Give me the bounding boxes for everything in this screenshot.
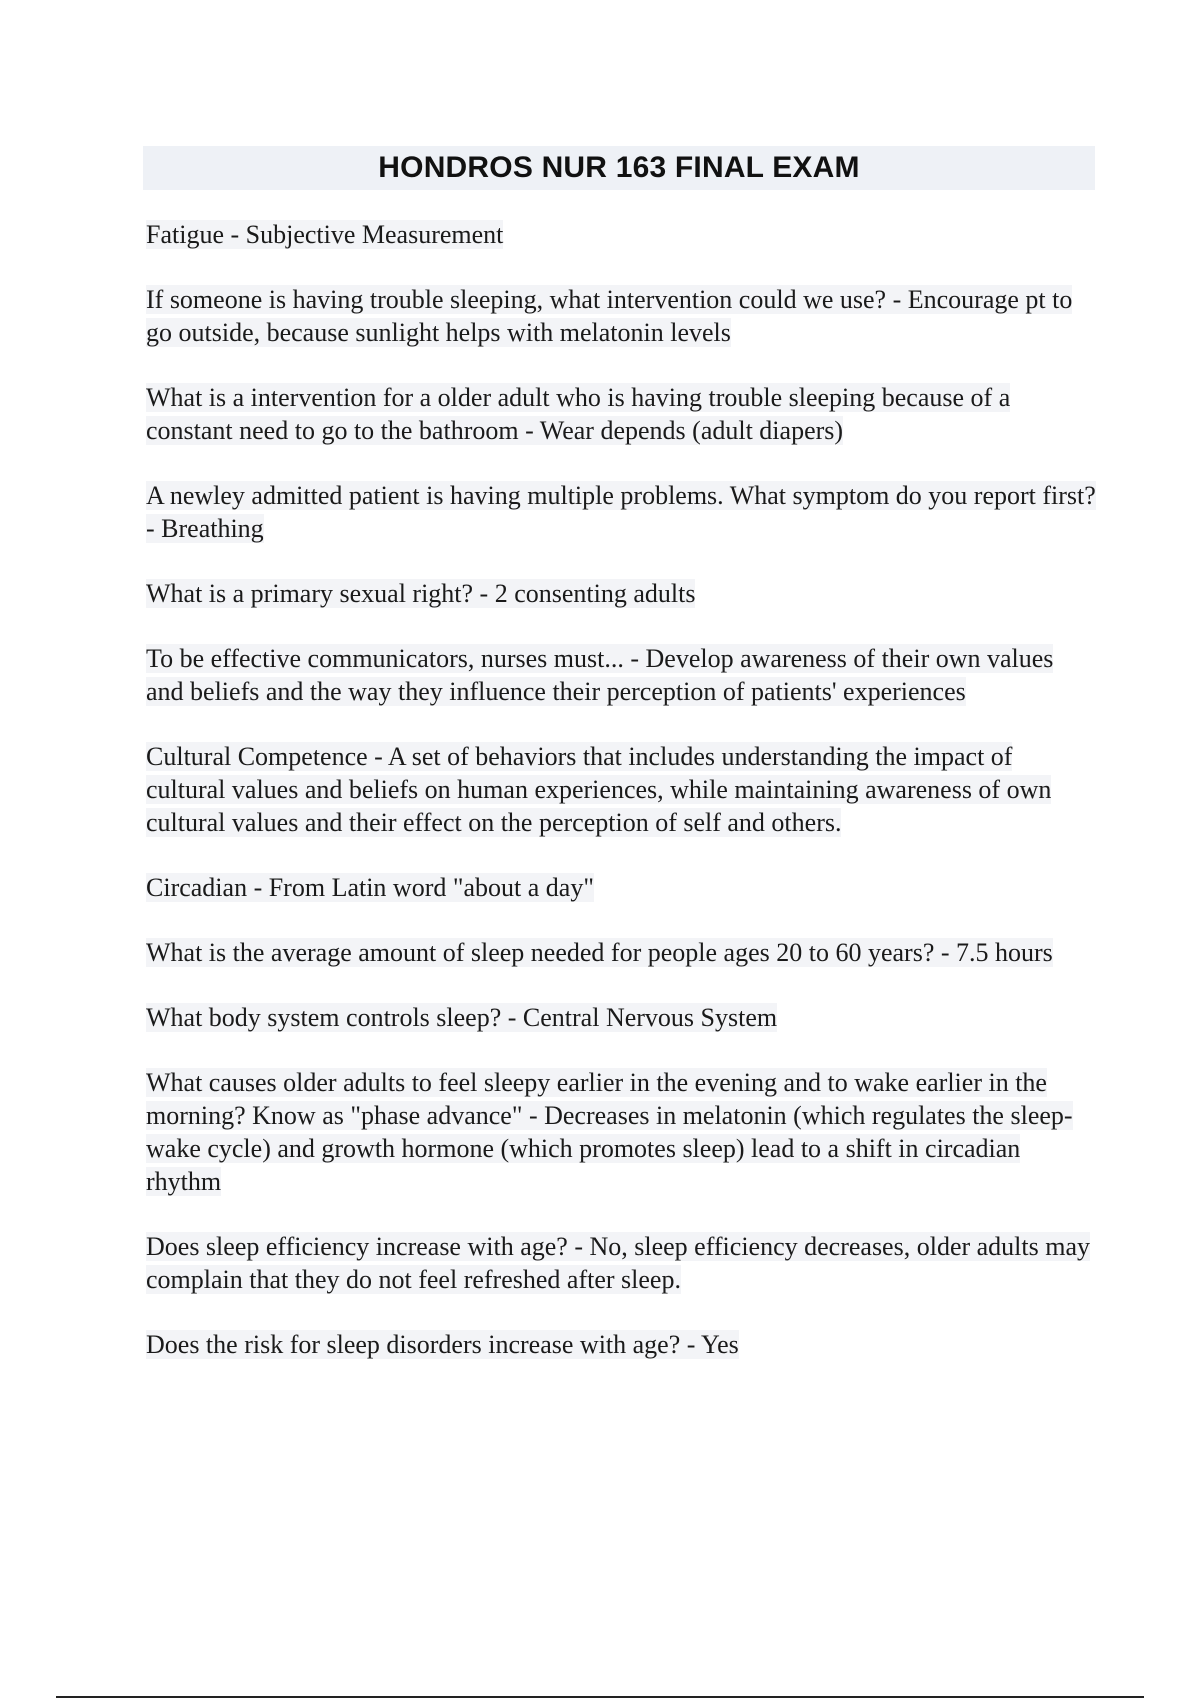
qa-item (146, 936, 1096, 969)
qa-text: What is the average amount of sleep needed for people ages 20 to 60 years? - 7.5 hours (146, 938, 1053, 967)
qa-item (146, 1230, 1096, 1296)
qa-text: Does sleep efficiency increase with age? - No, sleep efficiency decreases, older adults may complain that they do not feel refreshed after sleep. (146, 1232, 1091, 1294)
qa-list (146, 218, 1096, 1393)
qa-text: Cultural Competence - A set of behaviors that includes understanding the impact of cultural values and beliefs on human experiences, while maintaining awareness of own cultural values and their effect on the perception of self and others. (146, 742, 1052, 837)
qa-text: A newley admitted patient is having multiple problems. What symptom do you report first? - Breathing (146, 481, 1096, 543)
qa-item (146, 381, 1096, 447)
qa-item (146, 577, 1096, 610)
qa-item (146, 283, 1096, 349)
qa-text: Circadian - From Latin word "about a day" (146, 873, 594, 902)
qa-item (146, 871, 1096, 904)
qa-text: What body system controls sleep? - Central Nervous System (146, 1003, 778, 1032)
qa-item (146, 642, 1096, 708)
qa-item (146, 740, 1096, 839)
qa-text: If someone is having trouble sleeping, what intervention could we use? - Encourage pt to go outside, because sunlight helps with melatonin levels (146, 285, 1073, 347)
qa-item (146, 479, 1096, 545)
qa-item (146, 1328, 1096, 1361)
qa-text: What causes older adults to feel sleepy earlier in the evening and to wake earlier in the morning? Know as "phase advance" - Decreases in melatonin (which regulates the sleep-wake cycle) and growth hormone (which promotes sleep) lead to a shift in circadian rhythm (146, 1068, 1073, 1196)
qa-text: What is a primary sexual right? - 2 consenting adults (146, 579, 696, 608)
qa-item (146, 218, 1096, 251)
qa-text: What is a intervention for a older adult who is having trouble sleeping because of a constant need to go to the bathroom - Wear depends (adult diapers) (146, 383, 1011, 445)
qa-item (146, 1001, 1096, 1034)
qa-text: Fatigue - Subjective Measurement (146, 220, 504, 249)
qa-text: To be effective communicators, nurses must... - Develop awareness of their own values and beliefs and the way they influence their perception of patients' experiences (146, 644, 1054, 706)
qa-text: Does the risk for sleep disorders increase with age? - Yes (146, 1330, 739, 1359)
page-title: HONDROS NUR 163 FINAL EXAM (378, 151, 860, 184)
footer-divider (56, 1696, 1144, 1698)
qa-item (146, 1066, 1096, 1198)
